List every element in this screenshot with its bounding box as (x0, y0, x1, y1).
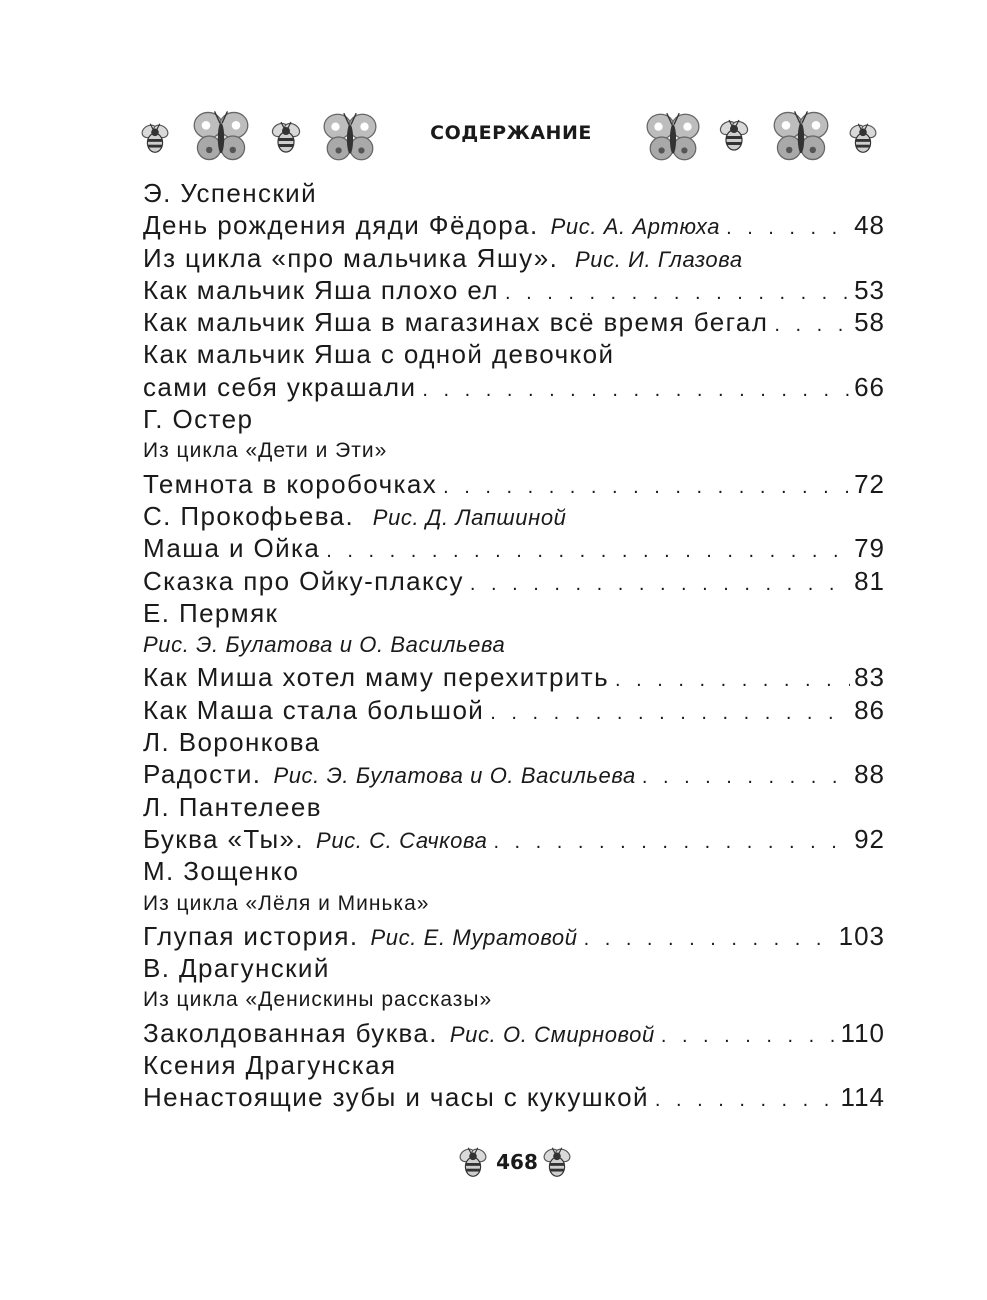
page-number: 79 (854, 533, 885, 564)
dot-leader (584, 923, 835, 955)
entry-title: сами себя украшали (143, 371, 417, 402)
page-number: 66 (854, 371, 885, 402)
entry-illustrator: Рис. О. Смирновой (449, 1021, 655, 1047)
dot-leader (615, 664, 850, 696)
dot-leader (443, 471, 850, 503)
page-number: 53 (854, 274, 885, 305)
toc-entry[interactable] (143, 758, 885, 790)
page-number: 114 (840, 1082, 885, 1113)
dot-leader (470, 568, 850, 600)
entry-title: Маша и Ойка (143, 533, 321, 564)
bee-icon (844, 120, 882, 158)
dot-leader (655, 1084, 837, 1116)
entry-title: Радости. (143, 759, 262, 790)
cycle-heading: Из цикла «Лёля и Минька» (143, 891, 430, 915)
dot-leader (726, 212, 850, 244)
entry-title: День рождения дяди Фёдора. (143, 210, 539, 241)
author-name: Л. Воронкова (143, 727, 321, 758)
bee-icon (714, 116, 754, 156)
author-name: Л. Пантелеев (143, 791, 322, 822)
dot-leader (642, 761, 850, 793)
entry-title: Как Маша стала большой (143, 694, 485, 725)
entry-illustrator: Рис. Э. Булатова и О. Васильева (273, 763, 636, 789)
bee-icon (454, 1144, 492, 1182)
dot-leader (490, 697, 850, 729)
cycle-illustrator: Рис. И. Глазова (575, 246, 743, 272)
entry-illustrator: Рис. С. Сачкова (316, 827, 488, 853)
dot-leader (326, 535, 850, 567)
butterfly-icon (771, 106, 831, 166)
toc-entry[interactable] (143, 532, 885, 564)
toc-entry[interactable] (143, 565, 885, 597)
author-illustrator: Рис. Д. Лапшиной (372, 504, 567, 530)
toc-entry[interactable] (143, 920, 885, 952)
dot-leader (422, 374, 850, 406)
entry-title: Как мальчик Яша плохо ел (143, 274, 499, 305)
entry-title: Заколдованная буква. (143, 1017, 438, 1048)
author-name: В. Драгунский (143, 953, 330, 984)
toc-entry[interactable] (143, 661, 885, 693)
dot-leader (774, 309, 850, 341)
author-name: Е. Пермяк (143, 597, 279, 628)
butterfly-icon (644, 108, 702, 166)
entry-title: Сказка про Ойку-плаксу (143, 565, 464, 596)
table-of-contents (143, 177, 885, 1114)
page-title: СОДЕРЖАНИЕ (430, 122, 592, 144)
entry-title-line[interactable]: Как мальчик Яша с одной девочкой (143, 339, 615, 370)
page-number: 86 (854, 694, 885, 725)
toc-entry[interactable] (143, 694, 885, 726)
author-name: Г. Остер (143, 404, 254, 435)
dot-leader (505, 277, 850, 309)
author-illustrator: Рис. Э. Булатова и О. Васильева (143, 632, 506, 658)
page-number: 88 (854, 759, 885, 790)
page-number-footer: 468 (496, 1150, 538, 1174)
toc-entry[interactable] (143, 209, 885, 241)
page-number: 81 (854, 565, 885, 596)
page-footer (454, 1142, 578, 1186)
entry-title: Ненастоящие зубы и часы с кукушкой (143, 1082, 649, 1113)
page-number: 83 (854, 662, 885, 693)
page-number: 58 (854, 307, 885, 338)
toc-entry[interactable] (143, 371, 885, 403)
toc-entry[interactable] (143, 306, 885, 338)
cycle-heading: Из цикла «Денискины рассказы» (143, 988, 493, 1012)
author-name: Ксения Драгунская (143, 1050, 397, 1081)
page-number: 48 (854, 210, 885, 241)
toc-entry[interactable] (143, 274, 885, 306)
entry-illustrator: Рис. Е. Муратовой (370, 924, 578, 950)
author-name: Э. Успенский (143, 178, 318, 208)
page-number: 110 (840, 1017, 885, 1048)
author-line (143, 500, 885, 532)
cycle-heading (143, 242, 885, 274)
entry-title: Буква «Ты». (143, 823, 305, 854)
cycle-title: Из цикла «про мальчика Яшу». (143, 242, 559, 273)
page-number: 92 (854, 823, 885, 854)
entry-title: Как мальчик Яша в магазинах всё время бегал (143, 307, 769, 338)
toc-entry[interactable] (143, 1017, 885, 1049)
entry-title: Глупая история. (143, 920, 359, 951)
entry-illustrator: Рис. А. Артюха (550, 214, 721, 240)
author-name: М. Зощенко (143, 856, 300, 887)
cycle-heading: Из цикла «Дети и Эти» (143, 439, 388, 463)
toc-entry[interactable] (143, 1081, 885, 1113)
entry-title: Как Миша хотел маму перехитрить (143, 662, 610, 693)
dot-leader (661, 1020, 837, 1052)
bee-icon (538, 1144, 576, 1182)
entry-title: Темнота в коробочках (143, 468, 438, 499)
page-number: 72 (854, 468, 885, 499)
page-number: 103 (838, 920, 885, 951)
author-name: С. Прокофьева. (143, 500, 355, 531)
toc-entry[interactable] (143, 468, 885, 500)
toc-entry[interactable] (143, 823, 885, 855)
page-header (136, 100, 886, 170)
dot-leader (493, 826, 850, 858)
